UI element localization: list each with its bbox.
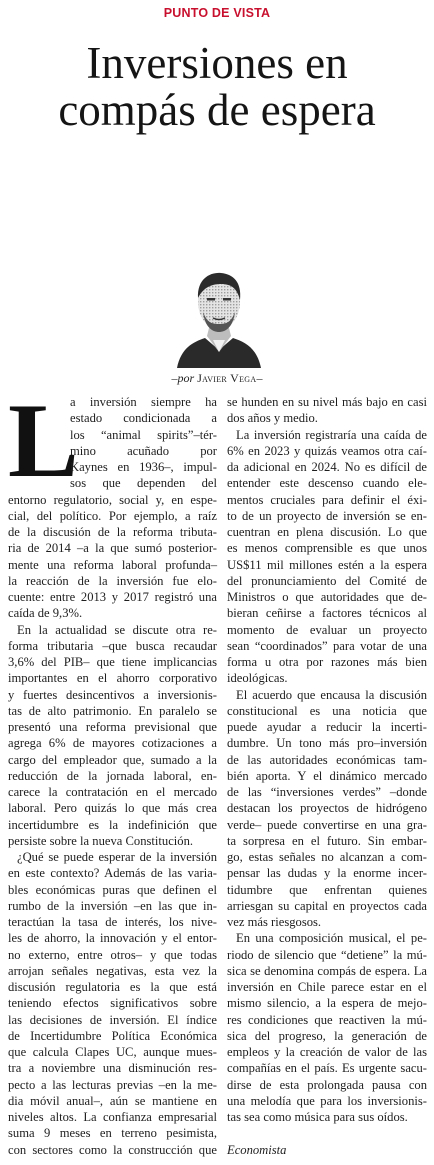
text-line: mente una reforma laboral profunda– <box>8 557 217 572</box>
text-line: US$11 mil millones estén a la espera <box>227 557 427 572</box>
text-line: cial, del político. Por ejemplo, a raíz <box>8 508 217 523</box>
text-line: sean “coordinados” para votar de una <box>227 638 427 653</box>
text-line: ria de 2014 –a la que sumó posterior- <box>8 541 217 556</box>
text-line: presentó una reforma previsional que <box>8 720 217 734</box>
text-line: da adicional en 2024. No es difícil de <box>227 460 427 474</box>
text-line: que calcula Clapes UC, aunque mues- <box>8 1045 217 1059</box>
text-line: arriesgan su capital en proyectos cada <box>227 898 427 913</box>
text-line: dia móvil anual–, aún se mantiene en <box>8 1093 217 1108</box>
text-line: Kaynes en 1936–, impul- <box>70 460 217 474</box>
byline-prefix: –por <box>171 371 198 385</box>
text-line: pecto a las lecturas previas –en la me- <box>8 1077 217 1092</box>
text-line: ta sorpresa en el futuro. Sin embar- <box>227 833 427 848</box>
text-line: entorno regulatorio, social y, en espe- <box>8 492 217 507</box>
text-line: mismo silencio, a la espera de mejo- <box>227 996 427 1011</box>
text-line: las decisiones de inversión. El índice <box>8 1012 217 1027</box>
article-title <box>0 40 434 134</box>
text-line: estado condicionada a <box>70 411 217 426</box>
text-line: tra a noviembre una disminución res- <box>8 1061 217 1076</box>
text-line: carece la contratación en el mercado <box>8 785 217 799</box>
text-line: de la discusión de la reforma tributa- <box>8 525 217 539</box>
text-line <box>227 1125 427 1141</box>
text-line: importantes en el ahorro corporativo <box>8 671 217 686</box>
text-line: constitucional es una noticia que <box>227 703 427 718</box>
text-line: tas sea como música para sus oídos. <box>227 1110 408 1124</box>
text-line: Economista <box>227 1142 287 1157</box>
text-line: cuentran en plena discusión. Lo que <box>227 525 427 539</box>
text-line: y fuertes desincentivos a inversionis- <box>8 687 217 702</box>
text-line: sica se denomina compás de espera. La <box>227 963 427 978</box>
text-line: es menos comprensible es que unos <box>227 541 427 556</box>
text-line: momento de evaluar un proyecto <box>227 622 427 637</box>
text-line: Ministros o que autoridades que de- <box>227 590 427 604</box>
text-line: compañías en el país. Es urgente sacu- <box>227 1061 427 1076</box>
text-line: tidumbre que enfrentan quienes <box>227 882 427 897</box>
text-line: de las “inversiones verdes” –donde <box>227 785 427 799</box>
text-line: dumbre. Un tono más pro–inversión <box>227 736 427 751</box>
text-line: de Incertidumbre Política Económica <box>8 1028 217 1043</box>
author-name: Javier Vega <box>197 371 257 385</box>
text-line: La inversión registraría una caída de <box>236 427 427 442</box>
text-line: puede ayudar a reducir la incerti- <box>227 720 427 734</box>
text-line: de las autoridades económicas tam- <box>227 752 427 767</box>
text-line: dirse de esta prolongada pausa con <box>227 1077 427 1092</box>
text-line: cuente: entre 2013 y 2017 registró una <box>8 590 217 604</box>
article-column-2 <box>227 394 427 1158</box>
text-line: 6% en 2023 y quizás veamos otra caí- <box>227 443 427 458</box>
text-line: empleos y la creación de valor de las <box>227 1045 427 1059</box>
text-line: del pronunciamiento del Comité de <box>227 573 427 588</box>
text-line: teractúan la tasa de interés, los nive- <box>8 915 217 929</box>
text-line: destacan los proyectos de hidrógeno <box>227 801 427 816</box>
text-line: caída de 9,3%. <box>8 606 83 621</box>
text-line: to de un proyecto de inversión se en- <box>227 508 427 523</box>
text-line: 3,6% del PIB– que tiene implicancias <box>8 655 217 669</box>
text-line: inversión en Chile parece estar en el <box>227 980 427 994</box>
text-line: pensar las dudas y la enorme incer- <box>227 866 427 881</box>
text-line: laboral. Pero quizás lo que más crea <box>8 801 217 816</box>
title-line-2: compás de espera <box>58 85 376 135</box>
text-line: El acuerdo que encausa la discusión <box>236 687 427 702</box>
text-line: tas de alto patrimonio. En paralelo se <box>8 703 217 718</box>
text-line: persiste sobre la nueva Constitución. <box>8 833 194 848</box>
text-line: a inversión siempre ha <box>70 395 217 409</box>
text-line: suma 9 meses en terreno pesimista, <box>8 1126 217 1141</box>
text-line: con sectores como la construcción que <box>8 1142 217 1157</box>
text-line: cargo del empleador que, sumado a la <box>8 752 217 767</box>
text-line: mino acuñado por <box>70 443 217 458</box>
text-line: discusión regulatoria es la que está <box>8 980 217 994</box>
text-line: dos años y medio. <box>227 411 318 426</box>
author-portrait <box>173 262 265 368</box>
text-line: En una composición musical, el pe- <box>236 931 427 946</box>
text-line: sica del progreso, la generación de <box>227 1028 427 1043</box>
text-line: En la actualidad se discute otra re- <box>17 622 217 637</box>
text-line: entender este descenso cuando ele- <box>227 476 427 491</box>
text-line: forma u otra por razones más bien <box>227 655 427 669</box>
text-line: riodo de silencio que “detiene” la mú- <box>227 947 427 962</box>
byline-suffix: – <box>256 371 263 385</box>
text-line: forma tributaria –que busca recaudar <box>8 638 217 653</box>
title-line-1: Inversiones en <box>86 38 348 88</box>
text-line: bieran ceñirse a factores técnicos al <box>227 606 427 621</box>
text-line: vez más riesgosos. <box>227 915 322 929</box>
text-line: mentos cruciales para definir el éxi- <box>227 492 427 507</box>
text-line: incertidumbre es la indefinición que <box>8 817 217 832</box>
text-line: sos que dependen del <box>70 476 217 491</box>
text-line: se hunden en su nivel más bajo en casi <box>227 395 427 409</box>
text-line: no externo, entre otros– y que todas <box>8 947 217 962</box>
text-line: teniendo efectos significativos sobre <box>8 996 217 1011</box>
text-line: agrega 6% de mayores cotizaciones a <box>8 736 217 751</box>
text-line: res condiciones que reactiven la mú- <box>227 1012 427 1027</box>
text-line: reducción de la jornada laboral, en- <box>8 768 217 783</box>
text-line: ¿Qué se puede esperar de la inversión <box>17 850 217 864</box>
text-line: una melodía que para los inversionis- <box>227 1093 427 1108</box>
text-line: la reacción de la inversión fue elo- <box>8 573 217 588</box>
text-line: go, estas señales no alcanzan a com- <box>227 850 427 864</box>
drop-cap: L <box>8 382 79 499</box>
text-line: arrojan señales negativas, esta vez la <box>8 963 217 978</box>
text-line: bles económicas puras que definen el <box>8 882 217 897</box>
text-line: verde– puede convertirse en una gra- <box>227 817 427 832</box>
text-line: ideológicas. <box>227 671 288 686</box>
section-kicker: PUNTO DE VISTA <box>163 6 271 20</box>
text-line: los “animal spirits”–tér- <box>70 427 217 442</box>
text-line: les de ahorro, la innovación y el entor- <box>8 931 217 946</box>
article-column-1 <box>8 382 217 1158</box>
text-line: rumbo de la inversión –en las que in- <box>8 898 217 913</box>
text-line: bién aporta. Y el dinámico mercado <box>227 768 427 783</box>
text-line: niveles altos. La confianza empresarial <box>8 1110 217 1124</box>
text-line: en este contexto? Además de las varia- <box>8 866 217 881</box>
